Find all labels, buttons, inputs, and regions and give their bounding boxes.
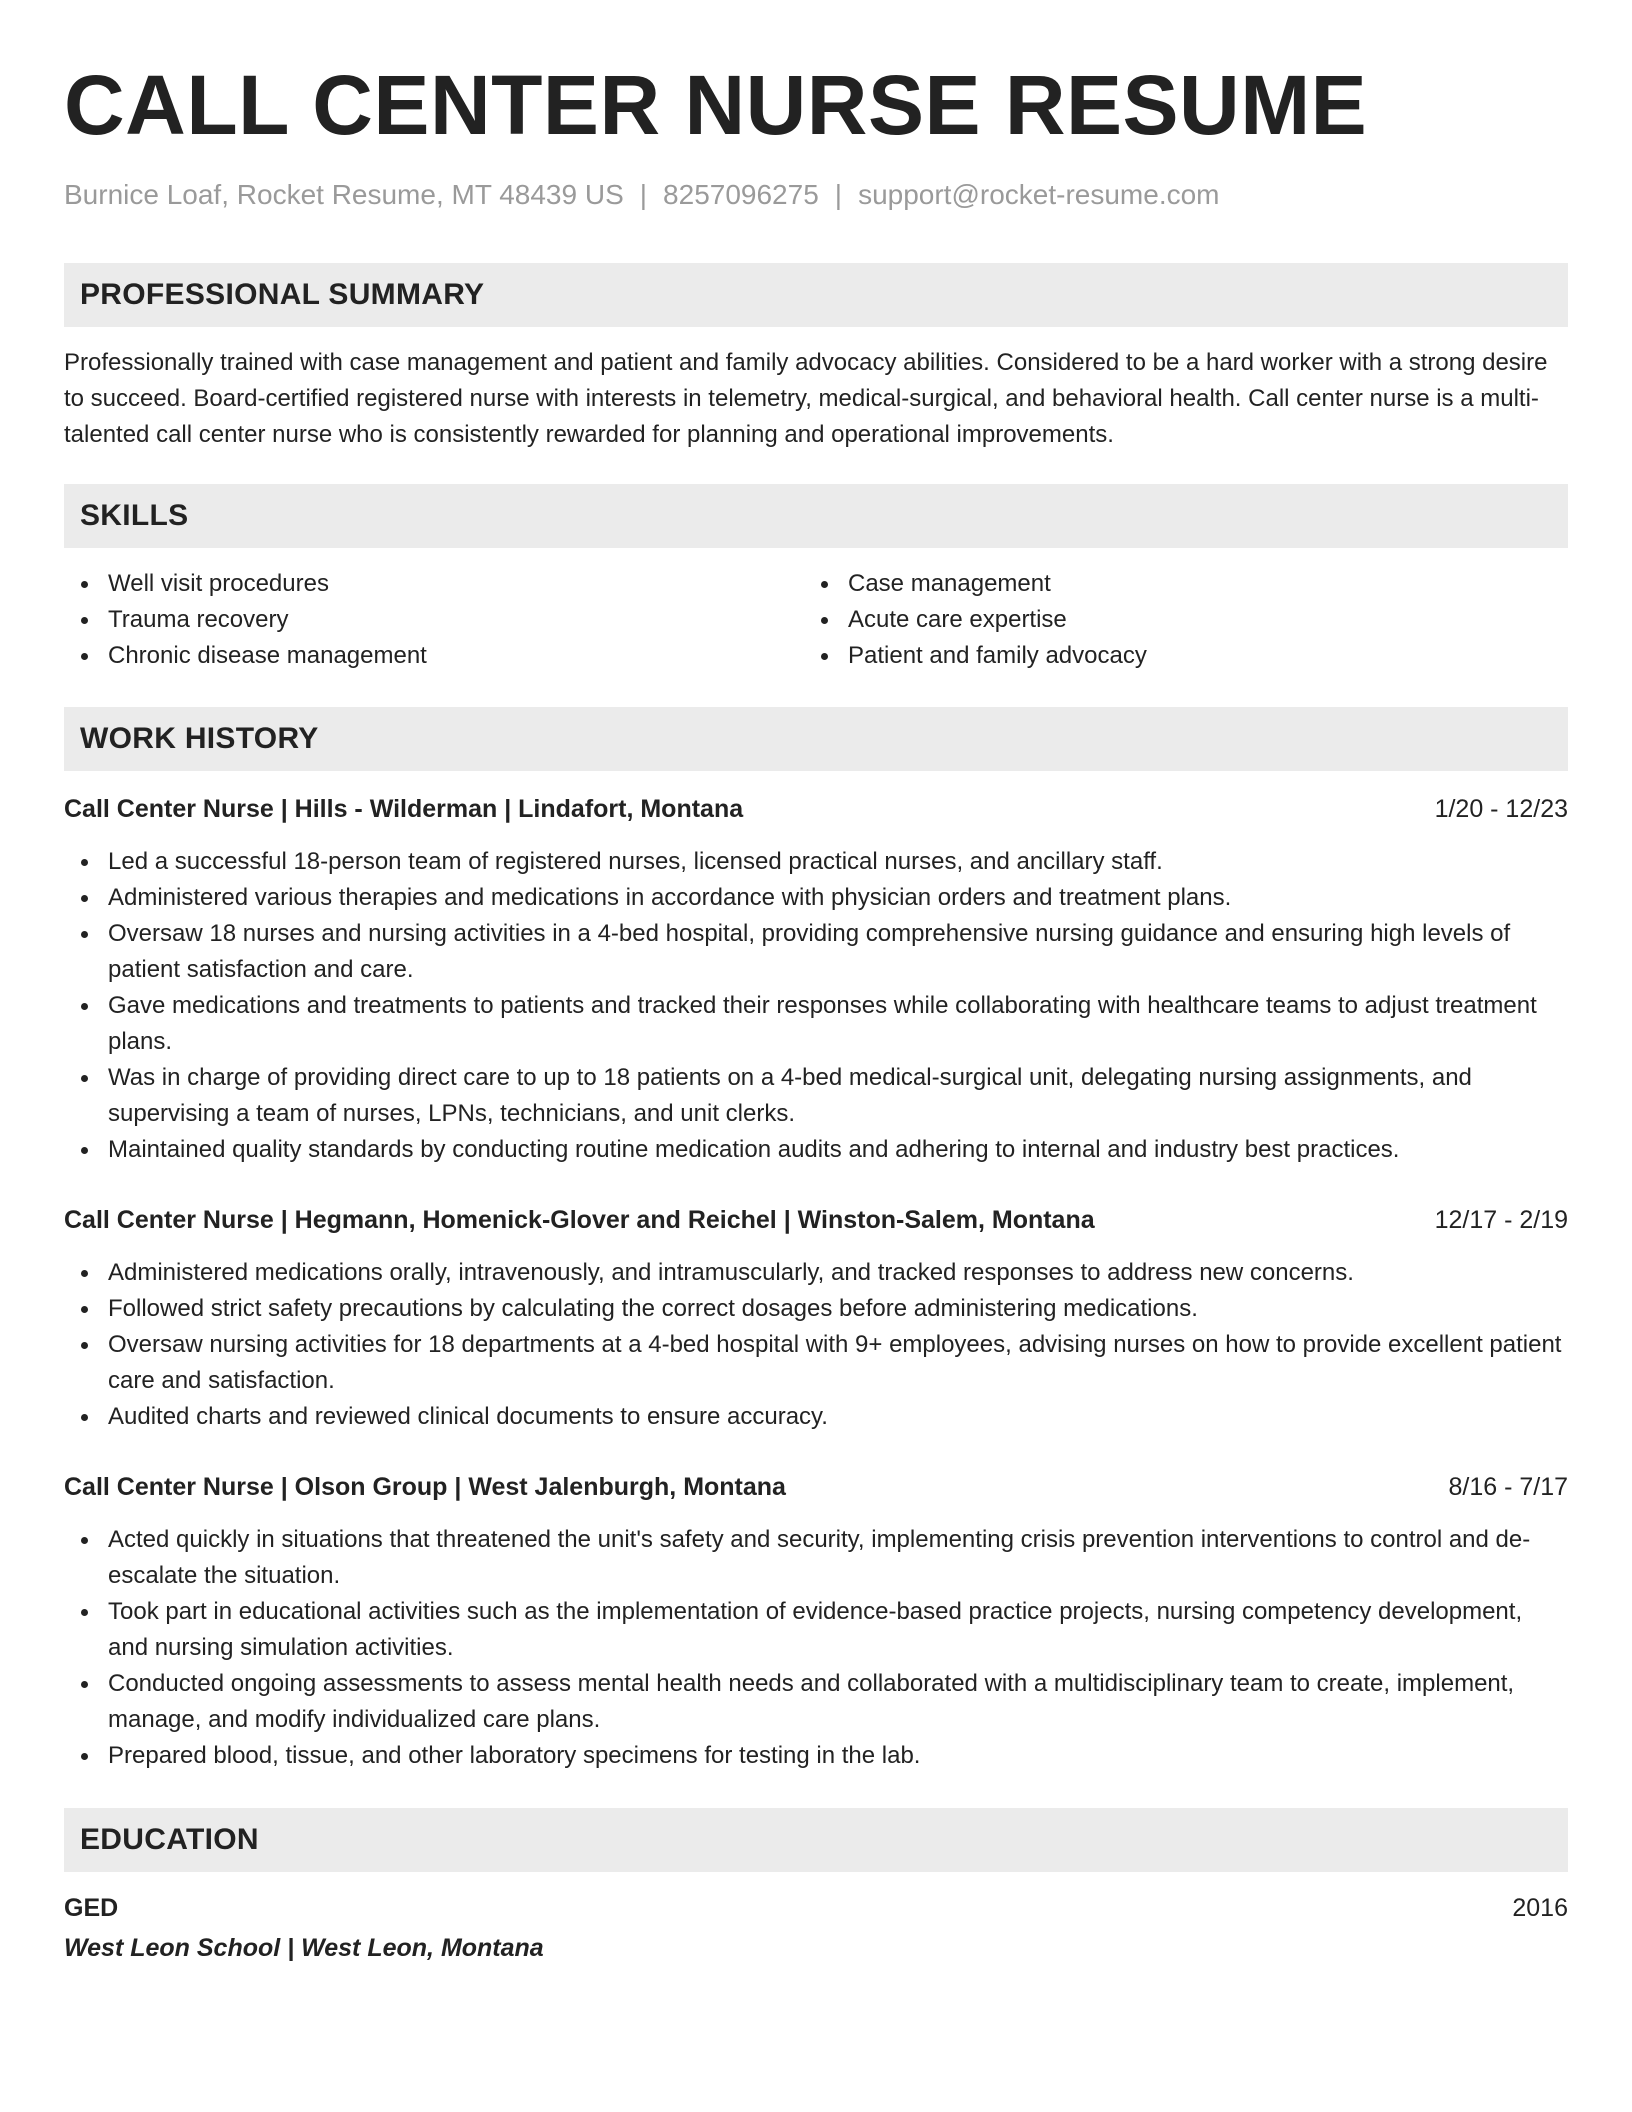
job-bullet: Oversaw nursing activities for 18 departments at a 4-bed hospital with 9+ employees, advising nurses on how to provide excellent patient care and satisfaction.	[64, 1327, 1568, 1399]
skill-item: Trauma recovery	[64, 602, 804, 638]
job-dates: 1/20 - 12/23	[1434, 795, 1568, 823]
job-entry	[64, 1202, 1568, 1435]
skill-item: Case management	[804, 566, 1544, 602]
job-bullet: Conducted ongoing assessments to assess mental health needs and collaborated with a multidisciplinary team to create, implement, manage, and modify individualized care plans.	[64, 1666, 1568, 1738]
job-bullet: Oversaw 18 nurses and nursing activities in a 4-bed hospital, providing comprehensive nursing guidance and ensuring high levels of patient satisfaction and care.	[64, 916, 1568, 988]
contact-line	[64, 177, 1568, 213]
job-bullet: Was in charge of providing direct care to up to 18 patients on a 4-bed medical-surgical unit, delegating nursing assignments, and supervising a team of nurses, LPNs, technicians, and unit clerks.	[64, 1060, 1568, 1132]
skills-column-left	[64, 566, 804, 674]
job-entry	[64, 791, 1568, 1168]
job-bullet: Prepared blood, tissue, and other laboratory specimens for testing in the lab.	[64, 1738, 1568, 1774]
job-bullet: Administered medications orally, intravenously, and intramuscularly, and tracked responses to address new concerns.	[64, 1255, 1568, 1291]
job-bullet: Acted quickly in situations that threatened the unit's safety and security, implementing crisis prevention interventions to control and de-escalate the situation.	[64, 1522, 1568, 1594]
job-bullets	[64, 1255, 1568, 1435]
section-header-skills: SKILLS	[64, 484, 1568, 548]
section-header-summary: PROFESSIONAL SUMMARY	[64, 263, 1568, 327]
contact-separator: |	[639, 179, 648, 210]
job-dates: 12/17 - 2/19	[1434, 1206, 1568, 1234]
skills-column-right	[804, 566, 1544, 674]
contact-phone: 8257096275	[663, 179, 819, 210]
job-bullet: Led a successful 18-person team of registered nurses, licensed practical nurses, and ancillary staff.	[64, 844, 1568, 880]
job-bullet: Audited charts and reviewed clinical documents to ensure accuracy.	[64, 1399, 1568, 1435]
job-bullets	[64, 1522, 1568, 1774]
contact-email: support@rocket-resume.com	[858, 179, 1220, 210]
job-title: Call Center Nurse | Olson Group | West Jalenburgh, Montana	[64, 1473, 786, 1501]
skill-item: Patient and family advocacy	[804, 638, 1544, 674]
education-degree: GED	[64, 1894, 119, 1922]
contact-address: Burnice Loaf, Rocket Resume, MT 48439 US	[64, 179, 624, 210]
job-dates: 8/16 - 7/17	[1448, 1473, 1568, 1501]
resume-title: CALL CENTER NURSE RESUME	[64, 58, 1368, 152]
job-entry	[64, 1469, 1568, 1774]
job-header	[64, 1202, 1568, 1238]
job-header	[64, 1469, 1568, 1505]
skill-item: Acute care expertise	[804, 602, 1544, 638]
section-header-education: EDUCATION	[64, 1808, 1568, 1872]
job-bullet: Maintained quality standards by conducting routine medication audits and adhering to internal and industry best practices.	[64, 1132, 1568, 1168]
job-title: Call Center Nurse | Hegmann, Homenick-Glover and Reichel | Winston-Salem, Montana	[64, 1206, 1095, 1234]
education-header	[64, 1890, 1568, 1926]
job-bullet: Gave medications and treatments to patients and tracked their responses while collaborating with healthcare teams to adjust treatment plans.	[64, 988, 1568, 1060]
skill-item: Well visit procedures	[64, 566, 804, 602]
job-bullet: Took part in educational activities such as the implementation of evidence-based practice projects, nursing competency development, and nursing simulation activities.	[64, 1594, 1568, 1666]
job-bullet: Followed strict safety precautions by calculating the correct dosages before administering medications.	[64, 1291, 1568, 1327]
summary-text: Professionally trained with case management and patient and family advocacy abilities. Considered to be a hard worker with a strong desire to succeed. Board-certified registered nurse with interests in telemetry, medical-surgical, and behavioral health. Call center nurse is a multi-talented call center nurse who is consistently rewarded for planning and operational improvements.	[64, 349, 1548, 448]
job-title: Call Center Nurse | Hills - Wilderman | Lindafort, Montana	[64, 795, 744, 823]
job-bullet: Administered various therapies and medications in accordance with physician orders and treatment plans.	[64, 880, 1568, 916]
education-year: 2016	[1512, 1894, 1568, 1922]
section-header-work-history: WORK HISTORY	[64, 707, 1568, 771]
skills-grid	[64, 566, 1568, 674]
contact-separator: |	[834, 179, 843, 210]
skill-item: Chronic disease management	[64, 638, 804, 674]
job-header	[64, 791, 1568, 827]
education-school: West Leon School | West Leon, Montana	[64, 1934, 544, 1962]
job-bullets	[64, 844, 1568, 1168]
